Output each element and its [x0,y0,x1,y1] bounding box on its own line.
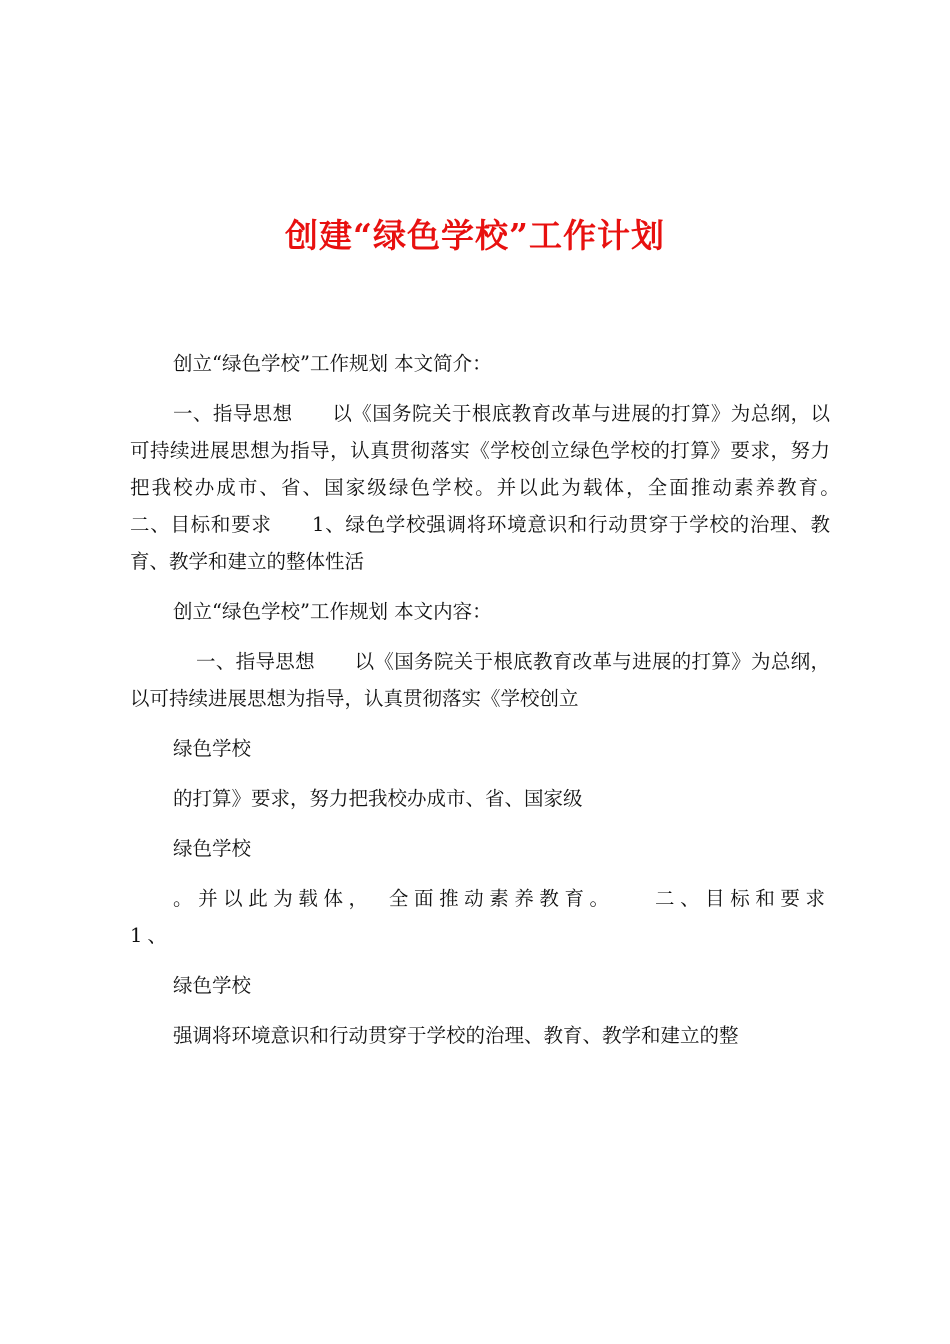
content-fragment: 的打算》要求，努力把我校办成市、省、国家级 [173,787,583,810]
document-title: 创建“绿色学校”工作计划 [285,216,665,255]
content-heading: 创立“绿色学校”工作规划 本文内容： [173,600,492,623]
content-fragment: 绿色学校 [173,837,252,860]
content-fragment: 绿色学校 [173,737,252,760]
content-fragment: 。并以此为载体， 全面推动素养教育。 二、目标和要求 1、 [130,887,880,947]
summary-heading: 创立“绿色学校”工作规划 本文简介： [173,352,492,375]
content-fragment: 强调将环境意识和行动贯穿于学校的治理、教育、教学和建立的整 [173,1024,739,1047]
content-paragraph: 一、指导思想 以《国务院关于根底教育改革与进展的打算》为总纲，以可持续进展思想为指导，认真贯彻落实《学校创立 [130,650,830,710]
content-fragment: 绿色学校 [173,974,252,997]
summary-paragraph: 一、指导思想 以《国务院关于根底教育改革与进展的打算》为总纲，以可持续进展思想为指导，认真贯彻落实《学校创立绿色学校的打算》要求，努力把我校办成市、省、国家级绿色学校。并以此为载体，全面推动素养教育。 二、目标和要求 1、绿色学校强调将环境意识和行动贯穿于学校的治理、教育、教学和建立的整体性活 [130,402,870,573]
document-body [130,345,880,1067]
